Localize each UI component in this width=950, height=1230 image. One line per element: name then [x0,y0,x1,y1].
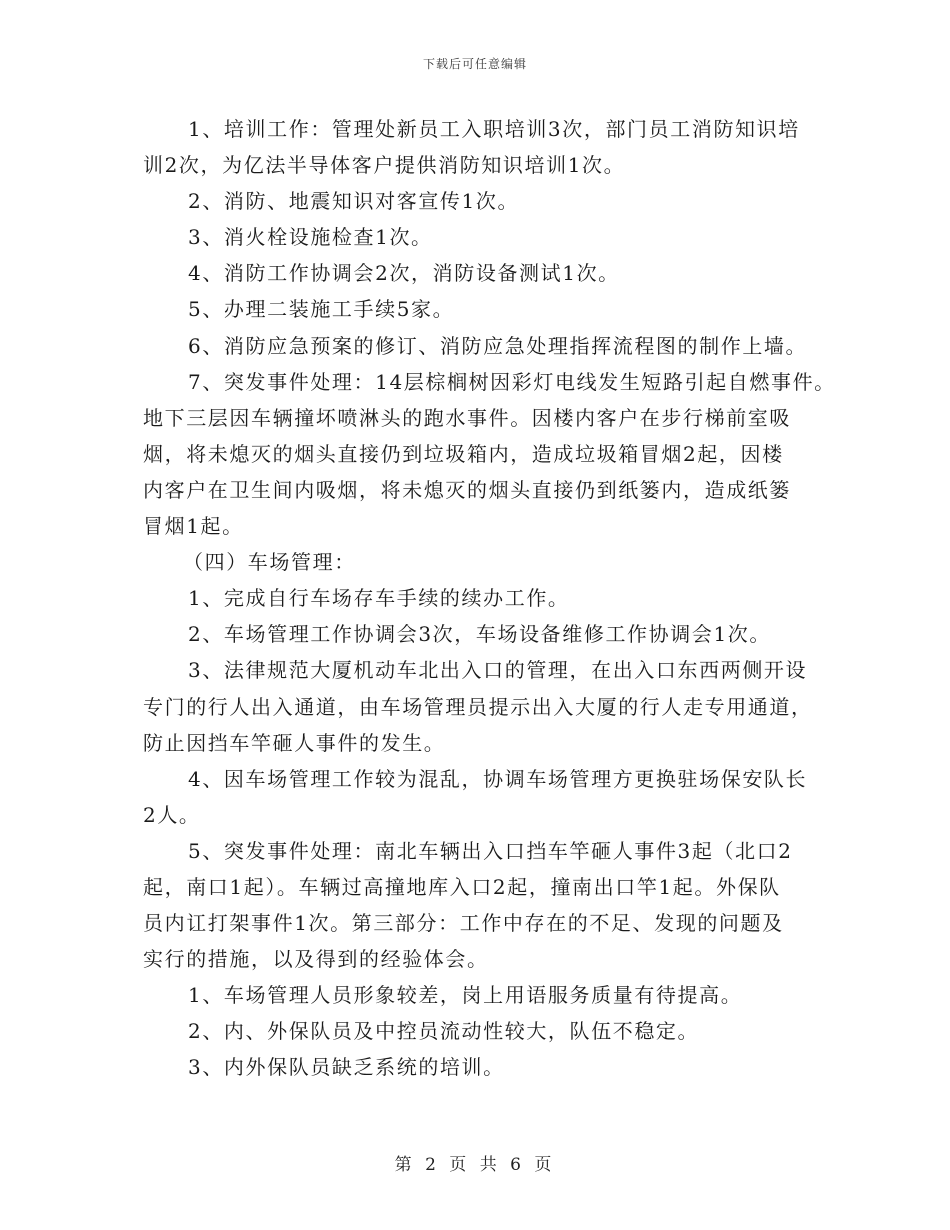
paragraph-line: 2、消防、地震知识对客宣传1次。 [188,189,520,214]
page-header: 下载后可任意编辑 [422,57,527,71]
paragraph-line: 5、突发事件处理：南北车辆出入口挡车竿砸人事件3起（北口2 [188,838,793,863]
paragraph-line: 3、法律规范大厦机动车北出入口的管理，在出入口东西两侧开设 [188,658,808,683]
section-heading: （四）车场管理： [183,550,356,575]
paragraph-line: 4、因车场管理工作较为混乱，协调车场管理方更换驻场保安队长 [188,766,808,791]
paragraph-line: 防止因挡车竿砸人事件的发生。 [143,730,446,755]
paragraph-line: 3、消火栓设施检查1次。 [188,225,433,250]
paragraph-line: 1、完成自行车场存车手续的续办工作。 [188,586,570,611]
paragraph-line: 2、内、外保队员及中控员流动性较大，队伍不稳定。 [188,1019,700,1044]
paragraph-line: 2人。 [143,802,201,827]
paragraph-line: 专门的行人出入通道，由车场管理员提示出入大厦的行人走专用通道， [143,694,813,719]
paragraph-line: 7、突发事件处理：14层棕榈树因彩灯电线发生短路引起自燃事件。 [188,369,836,394]
paragraph-line: 6、消防应急预案的修订、消防应急处理指挥流程图的制作上墙。 [188,333,808,358]
paragraph-line: 2、车场管理工作协调会3次，车场设备维修工作协调会1次。 [188,622,771,647]
page-footer: 第 2 页 共 6 页 [394,1155,556,1175]
paragraph-line: 地下三层因车辆撞坏喷淋头的跑水事件。因楼内客户在步行梯前室吸 [143,405,791,430]
paragraph-line: 冒烟1起。 [143,514,244,539]
paragraph-line: 内客户在卫生间内吸烟，将未熄灭的烟头直接仍到纸篓内，造成纸篓 [143,477,791,502]
paragraph-line: 员内讧打架事件1次。第三部分：工作中存在的不足、发现的问题及 [143,911,784,936]
paragraph-line: 训2次，为亿法半导体客户提供消防知识培训1次。 [143,153,626,178]
paragraph-line: 4、消防工作协调会2次，消防设备测试1次。 [188,261,620,286]
document-body [143,111,836,1086]
paragraph-line: 1、车场管理人员形象较差，岗上用语服务质量有待提高。 [188,983,743,1008]
paragraph-line: 3、内外保队员缺乏系统的培训。 [188,1055,505,1080]
paragraph-line: 5、办理二装施工手续5家。 [188,297,455,322]
paragraph-line: 烟，将未熄灭的烟头直接仍到垃圾箱内，造成垃圾箱冒烟2起，因楼 [143,441,784,466]
paragraph-line: 起，南口1起）。车辆过高撞地库入口2起，撞南出口竿1起。外保队 [143,874,781,899]
paragraph-line: 实行的措施，以及得到的经验体会。 [143,947,489,972]
paragraph-line: 1、培训工作：管理处新员工入职培训3次，部门员工消防知识培 [188,117,800,141]
